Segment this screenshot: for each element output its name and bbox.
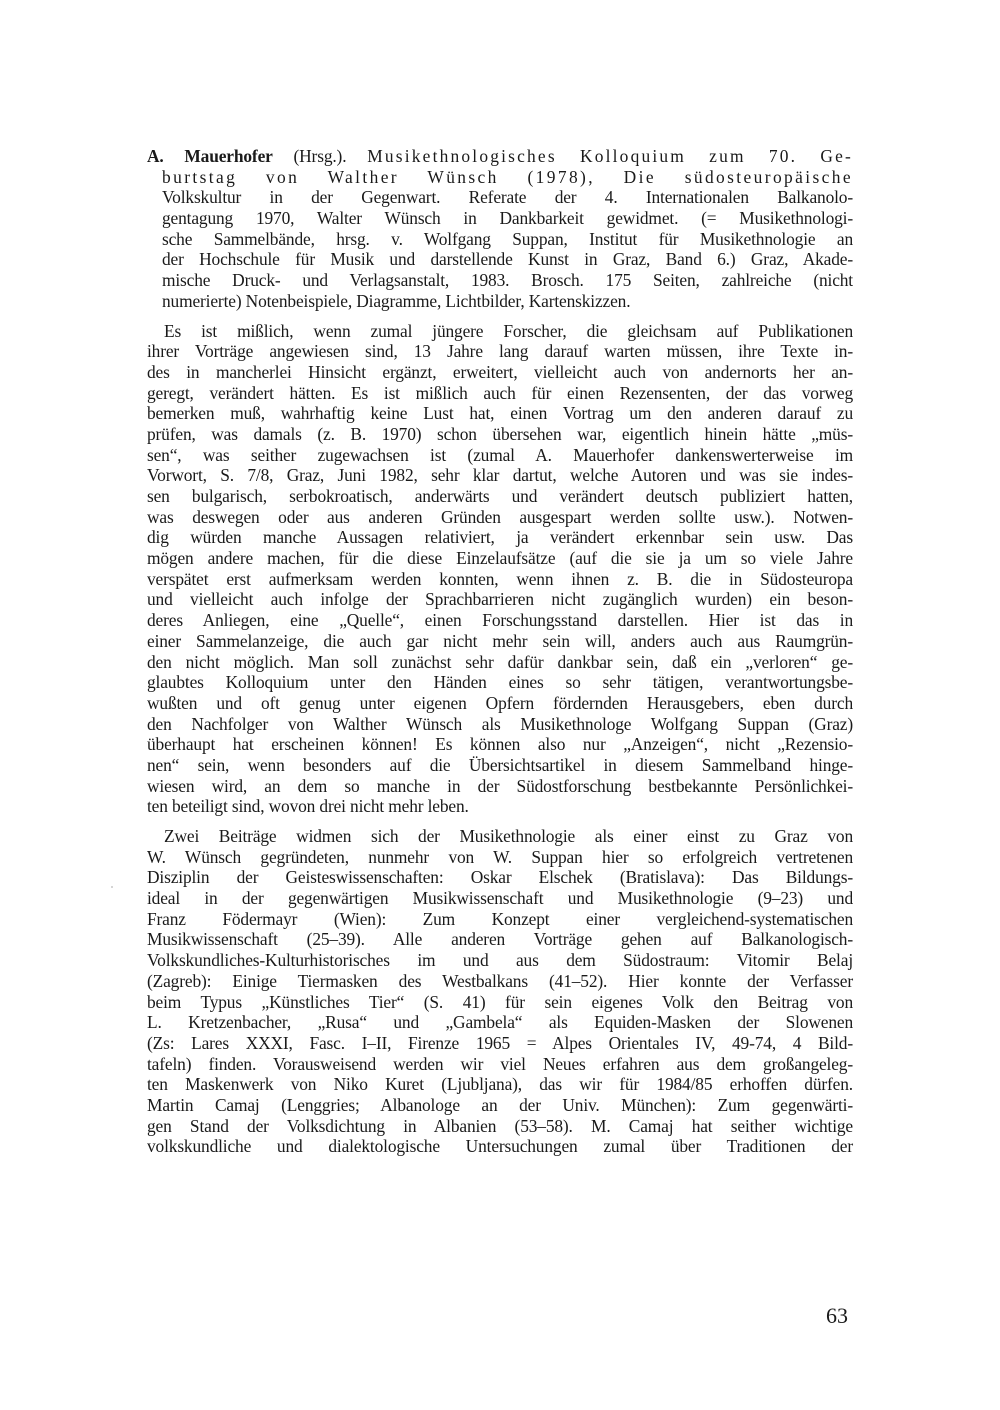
header-line: mische Druck- und Verlagsanstalt, 1983. Brosch. 175 Seiten, zahlreiche (nicht	[162, 270, 853, 291]
text-line: L. Kretzenbacher, „Rusa“ und „Gambela“ als Equiden-Masken der Slowenen	[147, 1012, 853, 1033]
text-line: verspätet erst aufmerksam werden konnten, wenn ihnen z. B. die in Südosteuropa	[147, 568, 853, 589]
text-line: und vielleicht auch infolge der Sprachbarrieren nicht zugänglich wurden) ein beson-	[147, 589, 853, 610]
text-line: Zwei Beiträge widmen sich der Musikethnologie als einer einst zu Graz von	[164, 826, 853, 846]
scan-artifact	[111, 886, 113, 888]
text-line: des in mancherlei Hinsicht ergänzt, erweitert, vielleicht auch von andernorts her an-	[147, 361, 853, 382]
header-line: der Hochschule für Musik und darstellende Kunst in Graz, Band 6.) Graz, Akade-	[162, 249, 853, 270]
text-line: Volkskundliches-Kulturhistorisches im und aus dem Südostraum: Vitomir Belaj	[147, 950, 853, 971]
text-line: Musikwissenschaft (25–39). Alle anderen Vorträge gehen auf Balkanologisch-	[147, 929, 853, 950]
text-line: den Nachfolger von Walther Wünsch als Musikethnologe Wolfgang Suppan (Graz)	[147, 713, 853, 734]
text-line: prüfen, was damals (z. B. 1970) schon übersehen war, eigentlich hinein hätte „müs-	[147, 423, 853, 444]
text-line: sen bulgarisch, serbokroatisch, anderwärts und verändert deutsch publiziert hatten,	[147, 486, 853, 506]
text-line: gen Stand der Volksdichtung in Albanien (53–58). M. Camaj hat seither wichtige	[147, 1115, 853, 1136]
text-line: einer Sammelanzeige, die auch gar nicht mehr sein will, anders auch aus Raumgrün-	[147, 630, 853, 651]
document-page	[147, 146, 853, 1157]
text-line: beim Typus „Künstliches Tier“ (S. 41) für sein eigenes Volk den Beitrag von	[147, 991, 853, 1012]
header-line: numerierte) Notenbeispiele, Diagramme, Lichtbilder, Kartenskizzen.	[162, 290, 631, 311]
text-line: wußten und oft genug unter eigenen Opfern fördernden Herausgebers, eben durch	[147, 692, 853, 713]
text-line: (Zs: Lares XXXI, Fasc. I–II, Firenze 1965 = Alpes Orientales IV, 49-74, 4 Bild-	[147, 1032, 853, 1053]
text-line: (Zagreb): Einige Tiermasken des Westbalkans (41–52). Hier konnte der Verfasser	[147, 970, 853, 991]
header-line: sche Sammelbände, hrsg. v. Wolfgang Suppan, Institut für Musikethnologie an	[162, 228, 853, 249]
text-line: sen“, was seither zugewachsen ist (zumal A. Mauerhofer dankenswerterweise im	[147, 444, 853, 465]
text-line: dig würden manche Aussagen relativiert, ja verändert erkennbar sein usw. Das	[147, 527, 853, 548]
text-line: ideal in der gegenwärtigen Musikwissenschaft und Musikethnologie (9–23) und	[147, 888, 853, 909]
text-line: bemerken muß, wahrhaftig keine Lust hat, einen Vortrag um den anderen darauf zu	[147, 403, 853, 424]
review-author: A. Mauerhofer	[147, 146, 273, 166]
text-line: wiesen wird, an dem so manche in der Südostforschung bestbekannte Persönlichkei-	[147, 775, 853, 796]
page-number: 63	[826, 1303, 848, 1328]
book-title-start: Musikethnologisches Kolloquium zum 70. Ge-	[367, 146, 853, 166]
text-line: ten Maskenwerk von Niko Kuret (Ljubljana), das wir für 1984/85 erhoffen dürfen.	[147, 1074, 853, 1095]
text-line: volkskundliche und dialektologische Untersuchungen zumal über Traditionen der	[147, 1136, 853, 1157]
header-line: gentagung 1970, Walter Wünsch in Dankbarkeit gewidmet. (= Musikethnologi-	[162, 208, 853, 229]
text-line: tafeln) finden. Vorausweisend werden wir viel Neues erfahren aus dem großangeleg-	[147, 1053, 853, 1074]
header-line: Volkskultur in der Gegenwart. Referate der 4. Internationalen Balkanolo-	[162, 187, 853, 208]
body-paragraph-2	[147, 826, 853, 1157]
text-line: geregt, verändert hätten. Es ist mißlich auch für einen Rezensenten, der das vorweg	[147, 382, 853, 403]
text-line: glaubtes Kolloquium unter den Händen eines so sehr tätigen, verantwortungsbe-	[147, 672, 853, 693]
text-line: den nicht möglich. Man soll zunächst sehr dafür dankbar sein, daß ein „verloren“ ge-	[147, 651, 853, 672]
text-line: ihrer Vorträge angewiesen sind, 13 Jahre lang darauf warten müssen, ihre Texte in-	[147, 341, 853, 362]
text-line: Franz Födermayr (Wien): Zum Konzept einer vergleichend-systematischen	[147, 908, 853, 929]
text-line: Vorwort, S. 7/8, Graz, Juni 1982, sehr klar dartut, welche Autoren und was sie indes-	[147, 465, 853, 486]
text-line: ten beteiligt sind, wovon drei nicht mehr leben.	[147, 796, 469, 817]
body-paragraph-1	[147, 321, 853, 818]
header-line: A. Mauerhofer (Hrsg.). Musikethnologisches Kolloquium zum 70. Ge-	[147, 146, 853, 166]
text-line: Disziplin der Geisteswissenschaften: Oskar Elschek (Bratislava): Das Bildungs-	[147, 867, 853, 888]
text-line: W. Wünsch gegründeten, nunmehr von W. Suppan hier so erfolgreich vertretenen	[147, 846, 853, 867]
header-line: burtstag von Walther Wünsch (1978), Die südosteuropäische	[162, 166, 853, 187]
text-line: Martin Camaj (Lenggries; Albanologe an der Univ. München): Zum gegenwärti-	[147, 1094, 853, 1115]
text-line: was deswegen oder aus anderen Gründen ausgespart werden sollte usw.). Notwen-	[147, 506, 853, 527]
text-line: Es ist mißlich, wenn zumal jüngere Forscher, die gleichsam auf Publikationen	[164, 320, 853, 341]
review-bibliographic-header	[147, 146, 853, 312]
text-line: deres Anliegen, eine „Quelle“, einen Forschungsstand darstellen. Hier ist das in	[147, 610, 853, 631]
text-line: mögen andere machen, für die diese Einzelaufsätze (auf die sie ja um so viele Jahre	[147, 548, 853, 569]
text-line: nen“ sein, wenn besonders auf die Übersichtsartikel in diesem Sammelband hinge-	[147, 754, 853, 775]
text-line: überhaupt hat erscheinen können! Es können also nur „Anzeigen“, nicht „Rezensio-	[147, 734, 853, 755]
